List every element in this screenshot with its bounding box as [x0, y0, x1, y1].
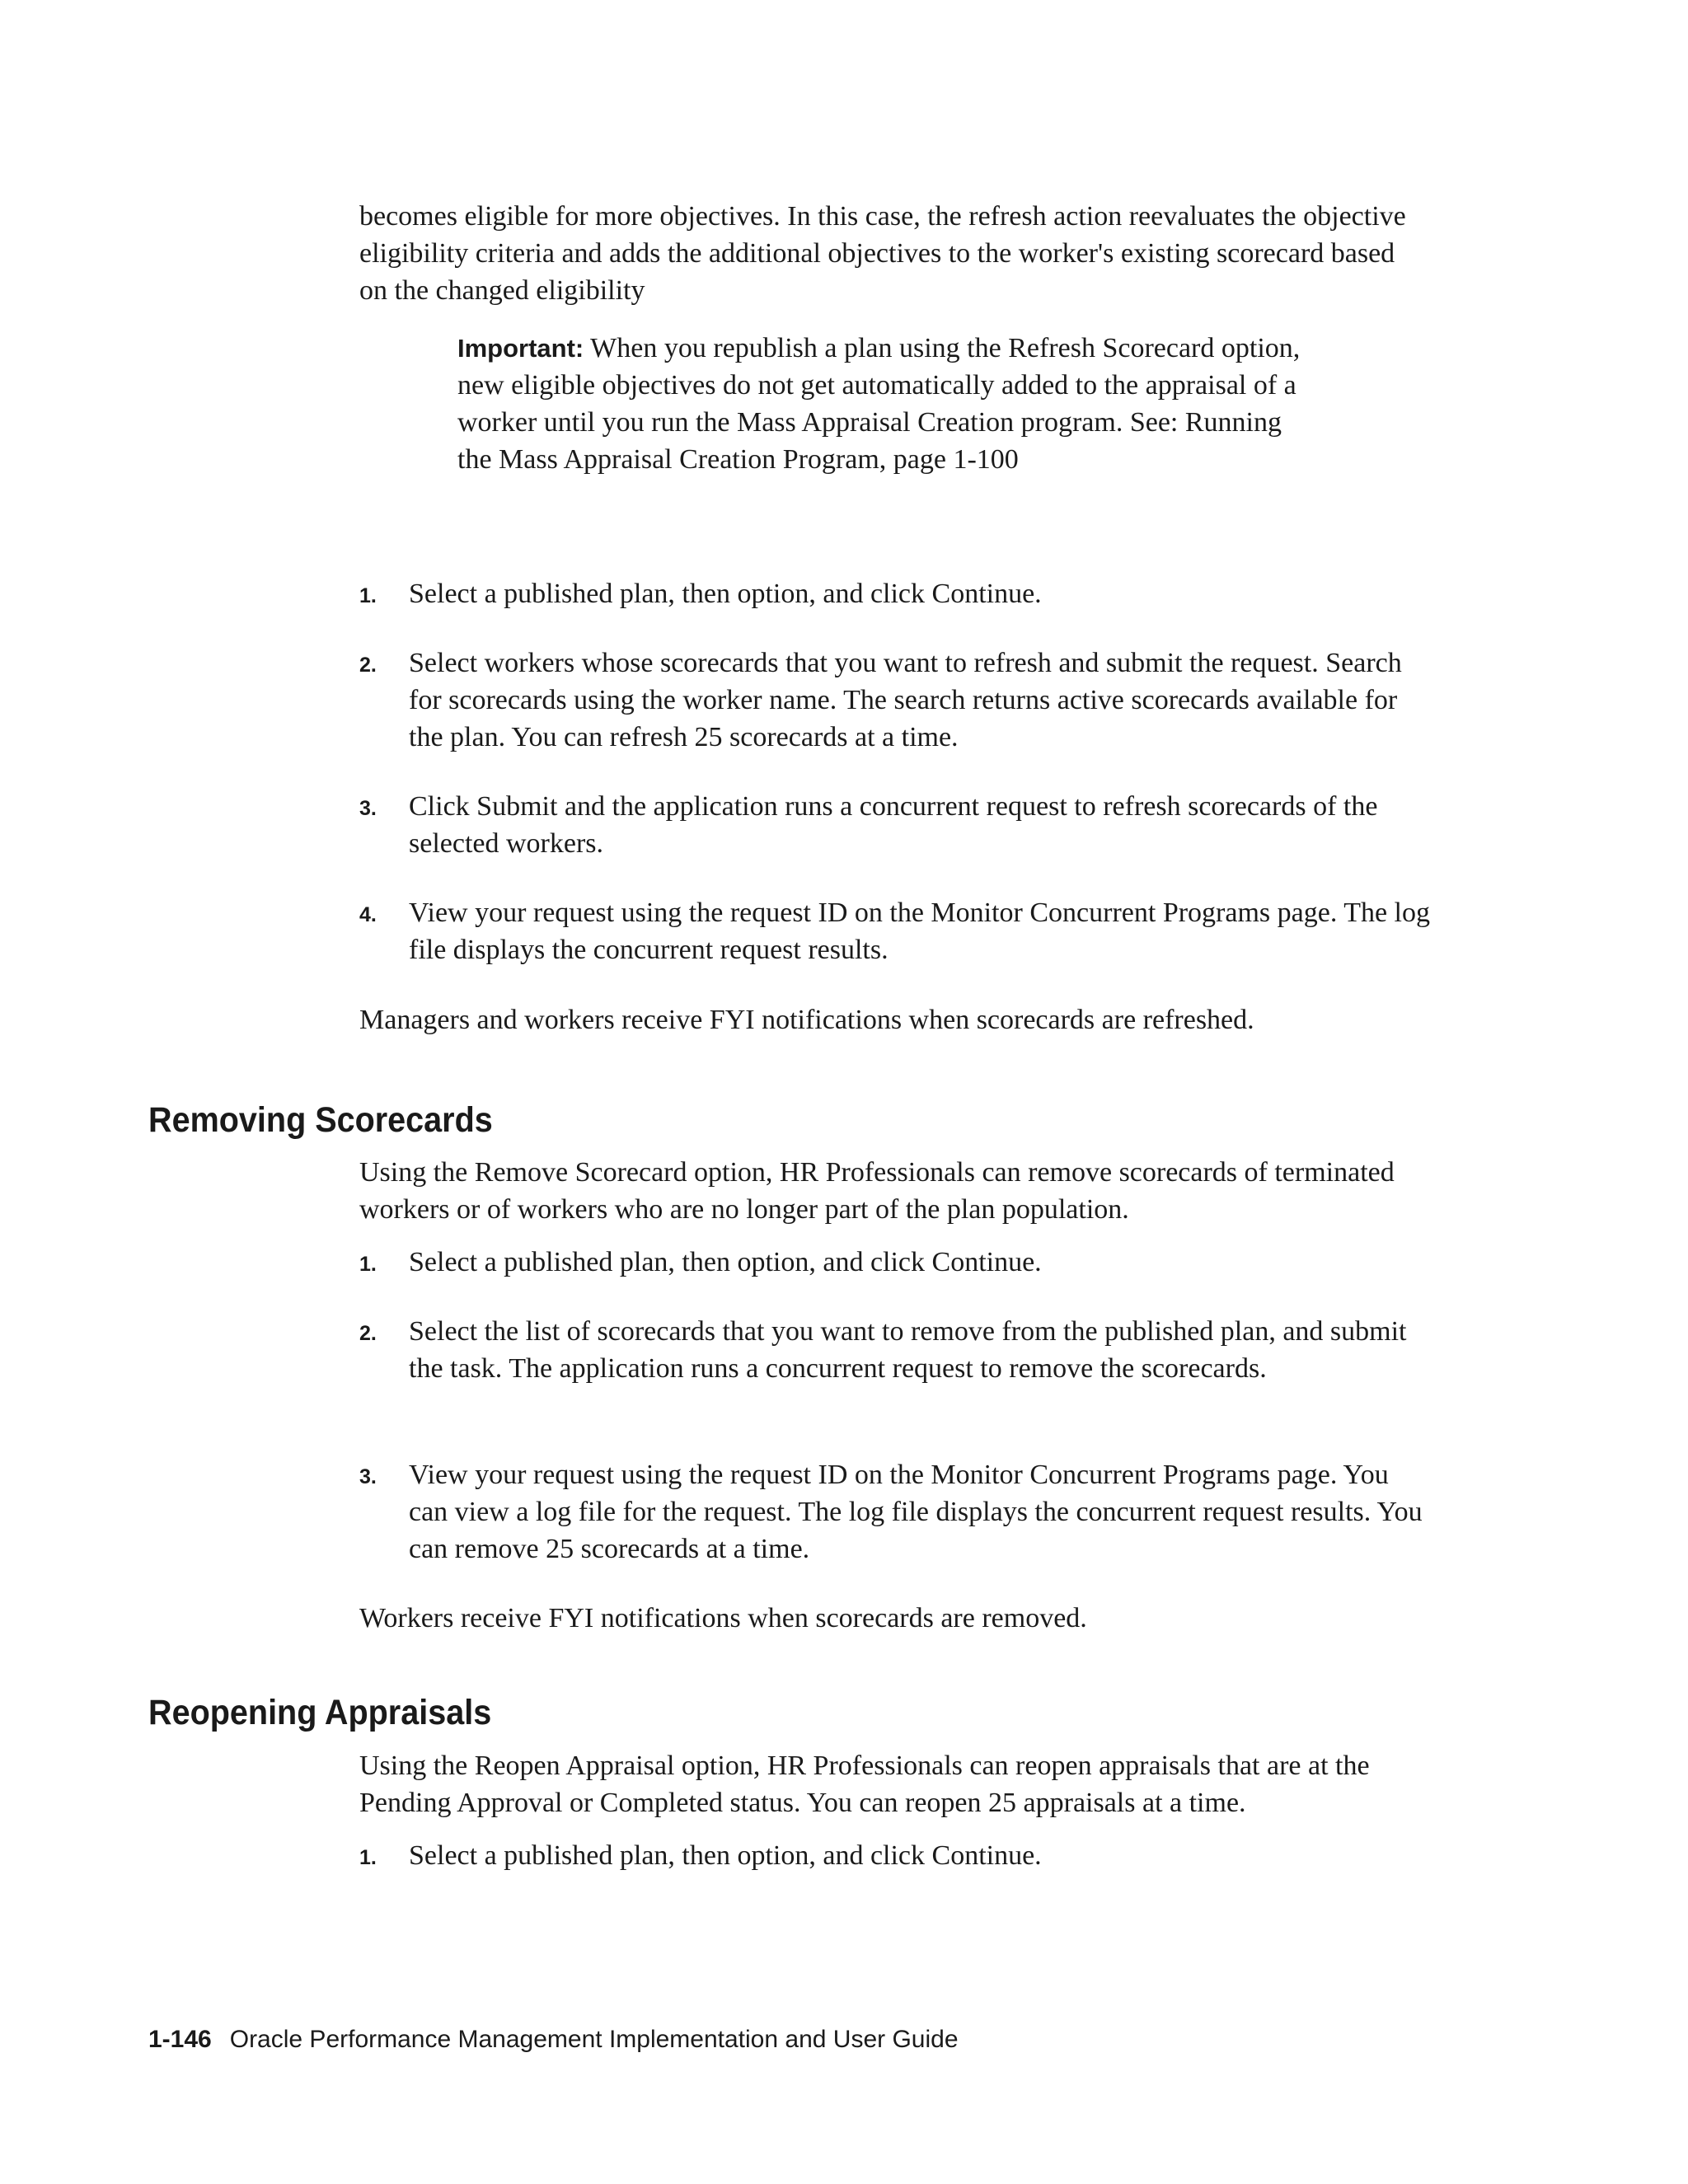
list-item	[359, 1456, 1431, 1568]
section-heading-removing-scorecards: Removing Scorecards	[148, 1100, 493, 1140]
step-number: 2.	[359, 654, 377, 677]
important-note	[457, 330, 1323, 478]
intro-paragraph: becomes eligible for more objectives. In this case, the refresh action reevaluates the objective eligibility criteria and adds the additional objectives to the worker's existing scorecard based on the changed eligibility	[359, 201, 1406, 306]
step-text: Select workers whose scorecards that you want to refresh and submit the request. Search for scorecards using the worker name. The search returns active scorecards available for the plan. You can refresh 25 scorecards at a time.	[409, 648, 1402, 752]
page-footer	[148, 2023, 959, 2056]
step-text: View your request using the request ID on the Monitor Concurrent Programs page. The log file displays the concurrent request results.	[409, 898, 1431, 965]
step-number: 4.	[359, 903, 377, 926]
list-item	[359, 788, 1431, 862]
step-text: Select a published plan, then option, and click Continue.	[409, 1247, 1042, 1277]
step-number: 3.	[359, 1465, 377, 1488]
book-title: Oracle Performance Management Implementation and User Guide	[229, 2026, 959, 2053]
step-number: 1.	[359, 1846, 377, 1869]
list-item	[359, 894, 1431, 968]
step-text: Select the list of scorecards that you want to remove from the published plan, and submit the task. The application runs a concurrent request to remove the scorecards.	[409, 1316, 1407, 1384]
list-item	[359, 644, 1431, 756]
step-number: 2.	[359, 1322, 377, 1345]
list-item	[359, 1837, 1431, 1874]
step-text: Click Submit and the application runs a concurrent request to refresh scorecards of the selected workers.	[409, 791, 1378, 859]
removing-closing-paragraph: Workers receive FYI notifications when scorecards are removed.	[359, 1603, 1087, 1633]
list-item	[359, 1244, 1431, 1281]
step-number: 1.	[359, 584, 377, 607]
list-item	[359, 1313, 1431, 1387]
step-number: 1.	[359, 1253, 377, 1276]
removing-intro-paragraph: Using the Remove Scorecard option, HR Professionals can remove scorecards of terminated workers or of workers who are no longer part of the plan population.	[359, 1157, 1395, 1225]
list-item	[359, 575, 1431, 612]
step-text: Select a published plan, then option, and click Continue.	[409, 1840, 1042, 1871]
section-heading-reopening-appraisals: Reopening Appraisals	[148, 1693, 492, 1732]
refresh-closing-paragraph: Managers and workers receive FYI notifications when scorecards are refreshed.	[359, 1005, 1254, 1035]
page-number: 1-146	[148, 2026, 212, 2053]
reopening-intro-paragraph: Using the Reopen Appraisal option, HR Professionals can reopen appraisals that are at the Pending Approval or Completed status. You can reopen 25 appraisals at a time.	[359, 1750, 1370, 1818]
note-text: When you republish a plan using the Refresh Scorecard option, new eligible objectives do not get automatically added to the appraisal of a worker until you run the Mass Appraisal Creation program. See: Running the Mass Appraisal Creation Program, page 1-100	[457, 333, 1301, 475]
note-label: Important:	[457, 334, 584, 363]
step-text: Select a published plan, then option, and click Continue.	[409, 579, 1042, 609]
step-text: View your request using the request ID on the Monitor Concurrent Programs page. You can view a log file for the request. The log file displays the concurrent request results. You can remove 25 scorecards at a time.	[409, 1460, 1423, 1564]
step-number: 3.	[359, 797, 377, 820]
